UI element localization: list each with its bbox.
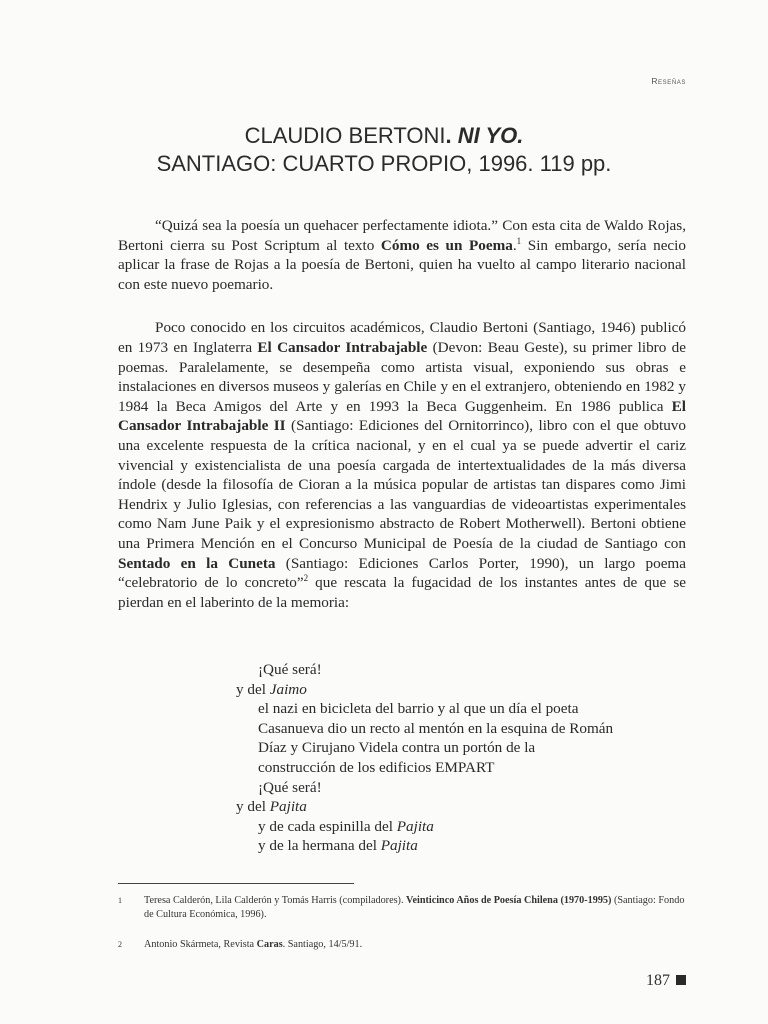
paragraph-2: Poco conocido en los circuitos académicos, Claudio Bertoni (Santiago, 1946) publicó en 1973 en Inglaterra El Cansador Intrabajable (Devon: Beau Geste), su primer libro de poemas. Paralelamente, se desempeña como artista visual, exponiendo sus obras e instalaciones en diversos museos y galerías en Chile y en el extranjero, obteniendo en 1982 y 1984 la Beca Amigos del Arte y en 1993 la Beca Guggenheim. En 1986 publica El Cansador Intrabajable II (Santiago: Ediciones del Ornitorrinco), libro con el que obtuvo una excelente respuesta de la crítica nacional, y en el cual ya se puede advertir el cariz vivencial y existencialista de una poesía cargada de intertextualidades de la más diversa índole (desde la filosofía de Cioran a la música popular de artistas tan dispares como Jimi Hendrix y Julio Iglesias, con referencias a las vanguardias de videoartistas experimentales como Nam June Paik y el expresionismo abstracto de Robert Motherwell). Bertoni obtiene una Primera Mención en el Concurso Municipal de Poesía de la ciudad de Santiago con Sentado en la Cuneta (Santiago: Ediciones Carlos Porter, 1990), un largo poema “celebratorio de lo concreto”$^2$ que rescata la fugacidad de los instantes antes de que se pierdan en el laberinto de la memoria:	[118, 319, 686, 611]
footnote-ref-2: 2	[303, 573, 309, 584]
footnote-ref-1: 1	[516, 235, 522, 246]
poem-line: ¡Qué será!	[258, 661, 322, 678]
review-title	[0, 122, 768, 178]
body-text	[118, 216, 686, 636]
footnote-number: 1	[118, 896, 122, 905]
poem-line: construcción de los edificios EMPART	[258, 758, 495, 776]
poem-line: el nazi en bicicleta del barrio y al que un día el poeta	[258, 700, 579, 718]
footnote-1: 1 Teresa Calderón, Lila Calderón y Tomás Harris (compiladores). Veinticinco Años de Poesía Chilena (1970-1995) (Santiago: Fondo de Cultura Económica, 1996).	[118, 895, 685, 920]
square-marker-icon	[676, 975, 686, 985]
footnote-divider	[118, 883, 354, 884]
poem-line: ¡Qué será!	[258, 778, 322, 796]
paragraph-1: “Quizá sea la poesía un quehacer perfectamente idiota.” Con esta cita de Waldo Rojas, Bertoni cierra su Post Scriptum al texto Cómo es un Poema.$^1$ Sin embargo, sería necio aplicar la frase de Rojas a la poesía de Bertoni, quien ha vuelto al campo literario nacional con este nuevo poemario.	[118, 217, 686, 293]
footnote-2: 2 Antonio Skármeta, Revista Caras. Santiago, 14/5/91.	[118, 939, 363, 950]
poem-line: Casanueva dio un recto al mentón en la esquina de Román	[258, 719, 614, 737]
section-label: Reseñas	[651, 76, 686, 86]
poem-line: Díaz y Cirujano Videla contra un portón de la	[258, 739, 536, 757]
page-number: 187	[646, 972, 686, 990]
title-line-2: SANTIAGO: CUARTO PROPIO, 1996. 119 pp.	[156, 151, 612, 176]
poem-line: y de cada espinilla del Pajita	[258, 817, 434, 835]
poem-line: y de la hermana del Pajita	[258, 837, 418, 855]
poem-line: y del Jaimo	[236, 680, 307, 698]
poem-excerpt	[236, 660, 613, 856]
footnote-number: 2	[118, 940, 122, 949]
poem-line: y del Pajita	[236, 798, 307, 816]
title-line-1: CLAUDIO BERTONI. NI YO.	[244, 123, 524, 148]
